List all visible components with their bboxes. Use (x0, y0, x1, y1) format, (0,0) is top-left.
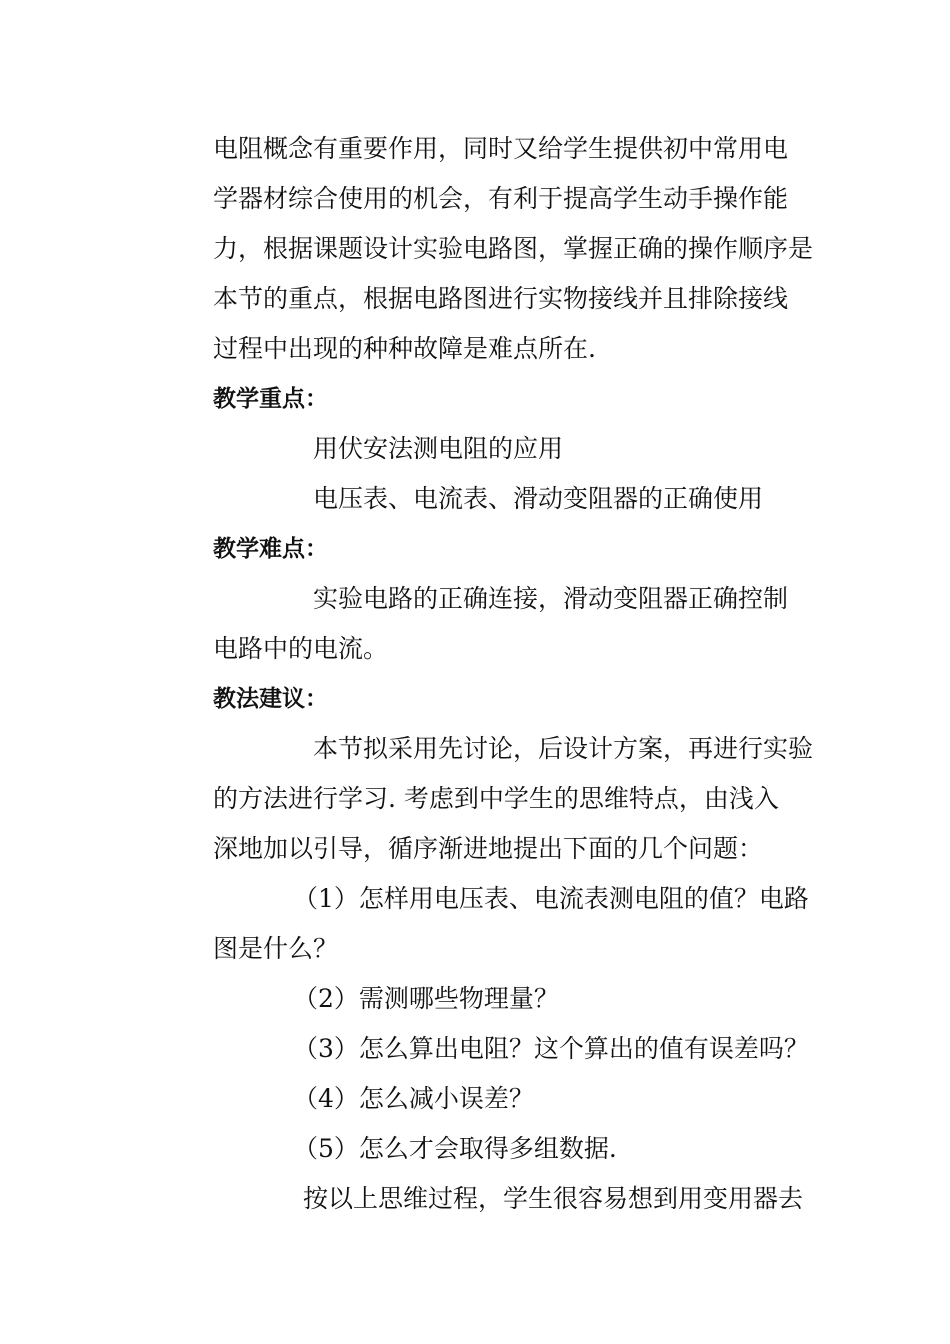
question-2: （2）需测哪些物理量？ (293, 984, 559, 1013)
question-1: （1）怎样用电压表、电流表测电阻的值？电路 (293, 884, 809, 913)
method-line-2: 的方法进行学习. 考虑到中学生的思维特点，由浅入 (213, 784, 779, 813)
key-point-1: 用伏安法测电阻的应用 (313, 434, 564, 463)
difficulty-line-2: 电路中的电流。 (213, 634, 389, 663)
method-line-1: 本节拟采用先讨论，后设计方案，再进行实验 (313, 734, 814, 763)
question-3: （3）怎么算出电阻？这个算出的值有误差吗？ (293, 1034, 809, 1063)
key-points-heading: 教学重点： (213, 386, 328, 412)
intro-line-4: 本节的重点，根据电路图进行实物接线并且排除接线 (213, 284, 789, 313)
key-point-2: 电压表、电流表、滑动变阻器的正确使用 (313, 484, 764, 513)
intro-line-2: 学器材综合使用的机会，有利于提高学生动手操作能 (213, 184, 789, 213)
method-line-3: 深地加以引导，循序渐进地提出下面的几个问题： (213, 834, 764, 863)
intro-line-3: 力，根据课题设计实验电路图，掌握正确的操作顺序是 (213, 234, 814, 263)
question-4: （4）怎么减小误差？ (293, 1084, 534, 1113)
intro-line-5: 过程中出现的种种故障是难点所在. (213, 334, 596, 363)
closing-line: 按以上思维过程，学生很容易想到用变用器去 (303, 1184, 804, 1213)
difficulties-heading: 教学难点： (213, 536, 328, 562)
question-1-continued: 图是什么？ (213, 934, 339, 963)
method-heading: 教法建议： (213, 686, 328, 712)
difficulty-line-1: 实验电路的正确连接，滑动变阻器正确控制 (313, 584, 789, 613)
question-5: （5）怎么才会取得多组数据. (293, 1134, 617, 1163)
intro-line-1: 电阻概念有重要作用，同时又给学生提供初中常用电 (213, 134, 789, 163)
